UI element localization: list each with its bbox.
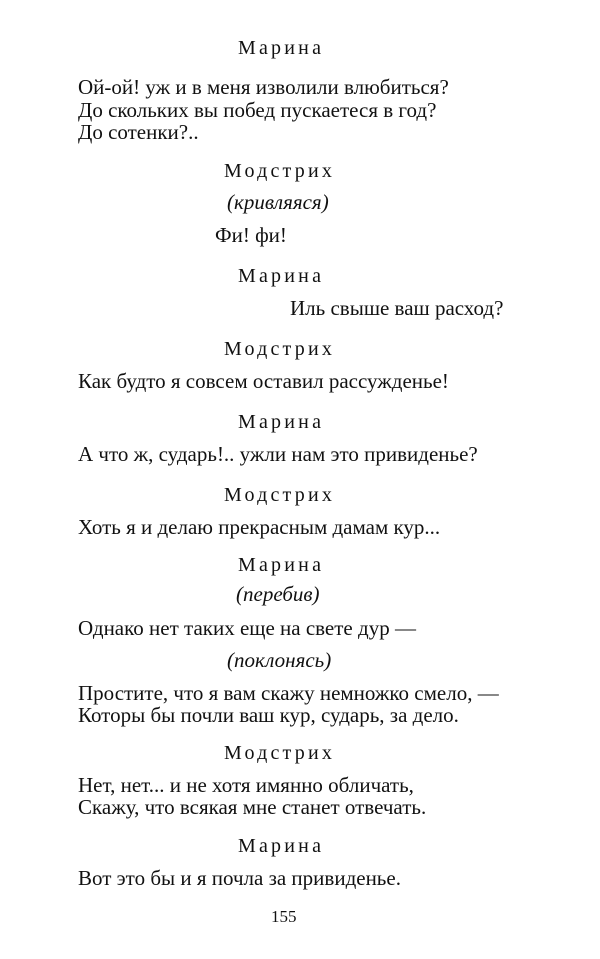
- verse-line: Которы бы почли ваш кур, сударь, за дело.: [78, 703, 459, 727]
- speaker-modstrikh: Модстрих: [224, 484, 336, 506]
- verse-line: Однако нет таких еще на свете дур —: [78, 616, 416, 640]
- verse-line: Как будто я совсем оставил рассужденье!: [78, 369, 449, 393]
- verse-line: До скольких вы побед пускаетеся в год?: [78, 98, 437, 122]
- verse-line: Хоть я и делаю прекрасным дамам кур...: [78, 515, 441, 539]
- stage-direction: (кривляяся): [227, 190, 329, 214]
- verse-line: Фи! фи!: [215, 223, 287, 247]
- verse-line: Нет, нет... и не хотя имянно обличать,: [78, 773, 414, 797]
- verse-line: До сотенки?..: [78, 120, 199, 144]
- speaker-marina: Марина: [238, 411, 325, 433]
- verse-line: Простите, что я вам скажу немножко смело, —: [78, 681, 499, 705]
- verse-line: Скажу, что всякая мне станет отвечать.: [78, 795, 427, 819]
- verse-line: Ой-ой! уж и в меня изволили влюбиться?: [78, 75, 449, 99]
- verse-line: Вот это бы и я почла за привиденье.: [78, 866, 401, 890]
- verse-line: А что ж, сударь!.. ужли нам это привиденье?: [78, 442, 478, 466]
- verse-line: Иль свыше ваш расход?: [290, 296, 504, 320]
- stage-direction: (поклонясь): [227, 648, 332, 672]
- speaker-marina: Марина: [238, 37, 325, 59]
- speaker-modstrikh: Модстрих: [224, 160, 336, 182]
- speaker-marina: Марина: [238, 265, 325, 287]
- stage-direction: (перебив): [236, 582, 320, 606]
- speaker-modstrikh: Модстрих: [224, 338, 336, 360]
- speaker-marina: Марина: [238, 554, 325, 576]
- speaker-marina: Марина: [238, 835, 325, 857]
- speaker-modstrikh: Модстрих: [224, 742, 336, 764]
- page-number: 155: [271, 907, 297, 926]
